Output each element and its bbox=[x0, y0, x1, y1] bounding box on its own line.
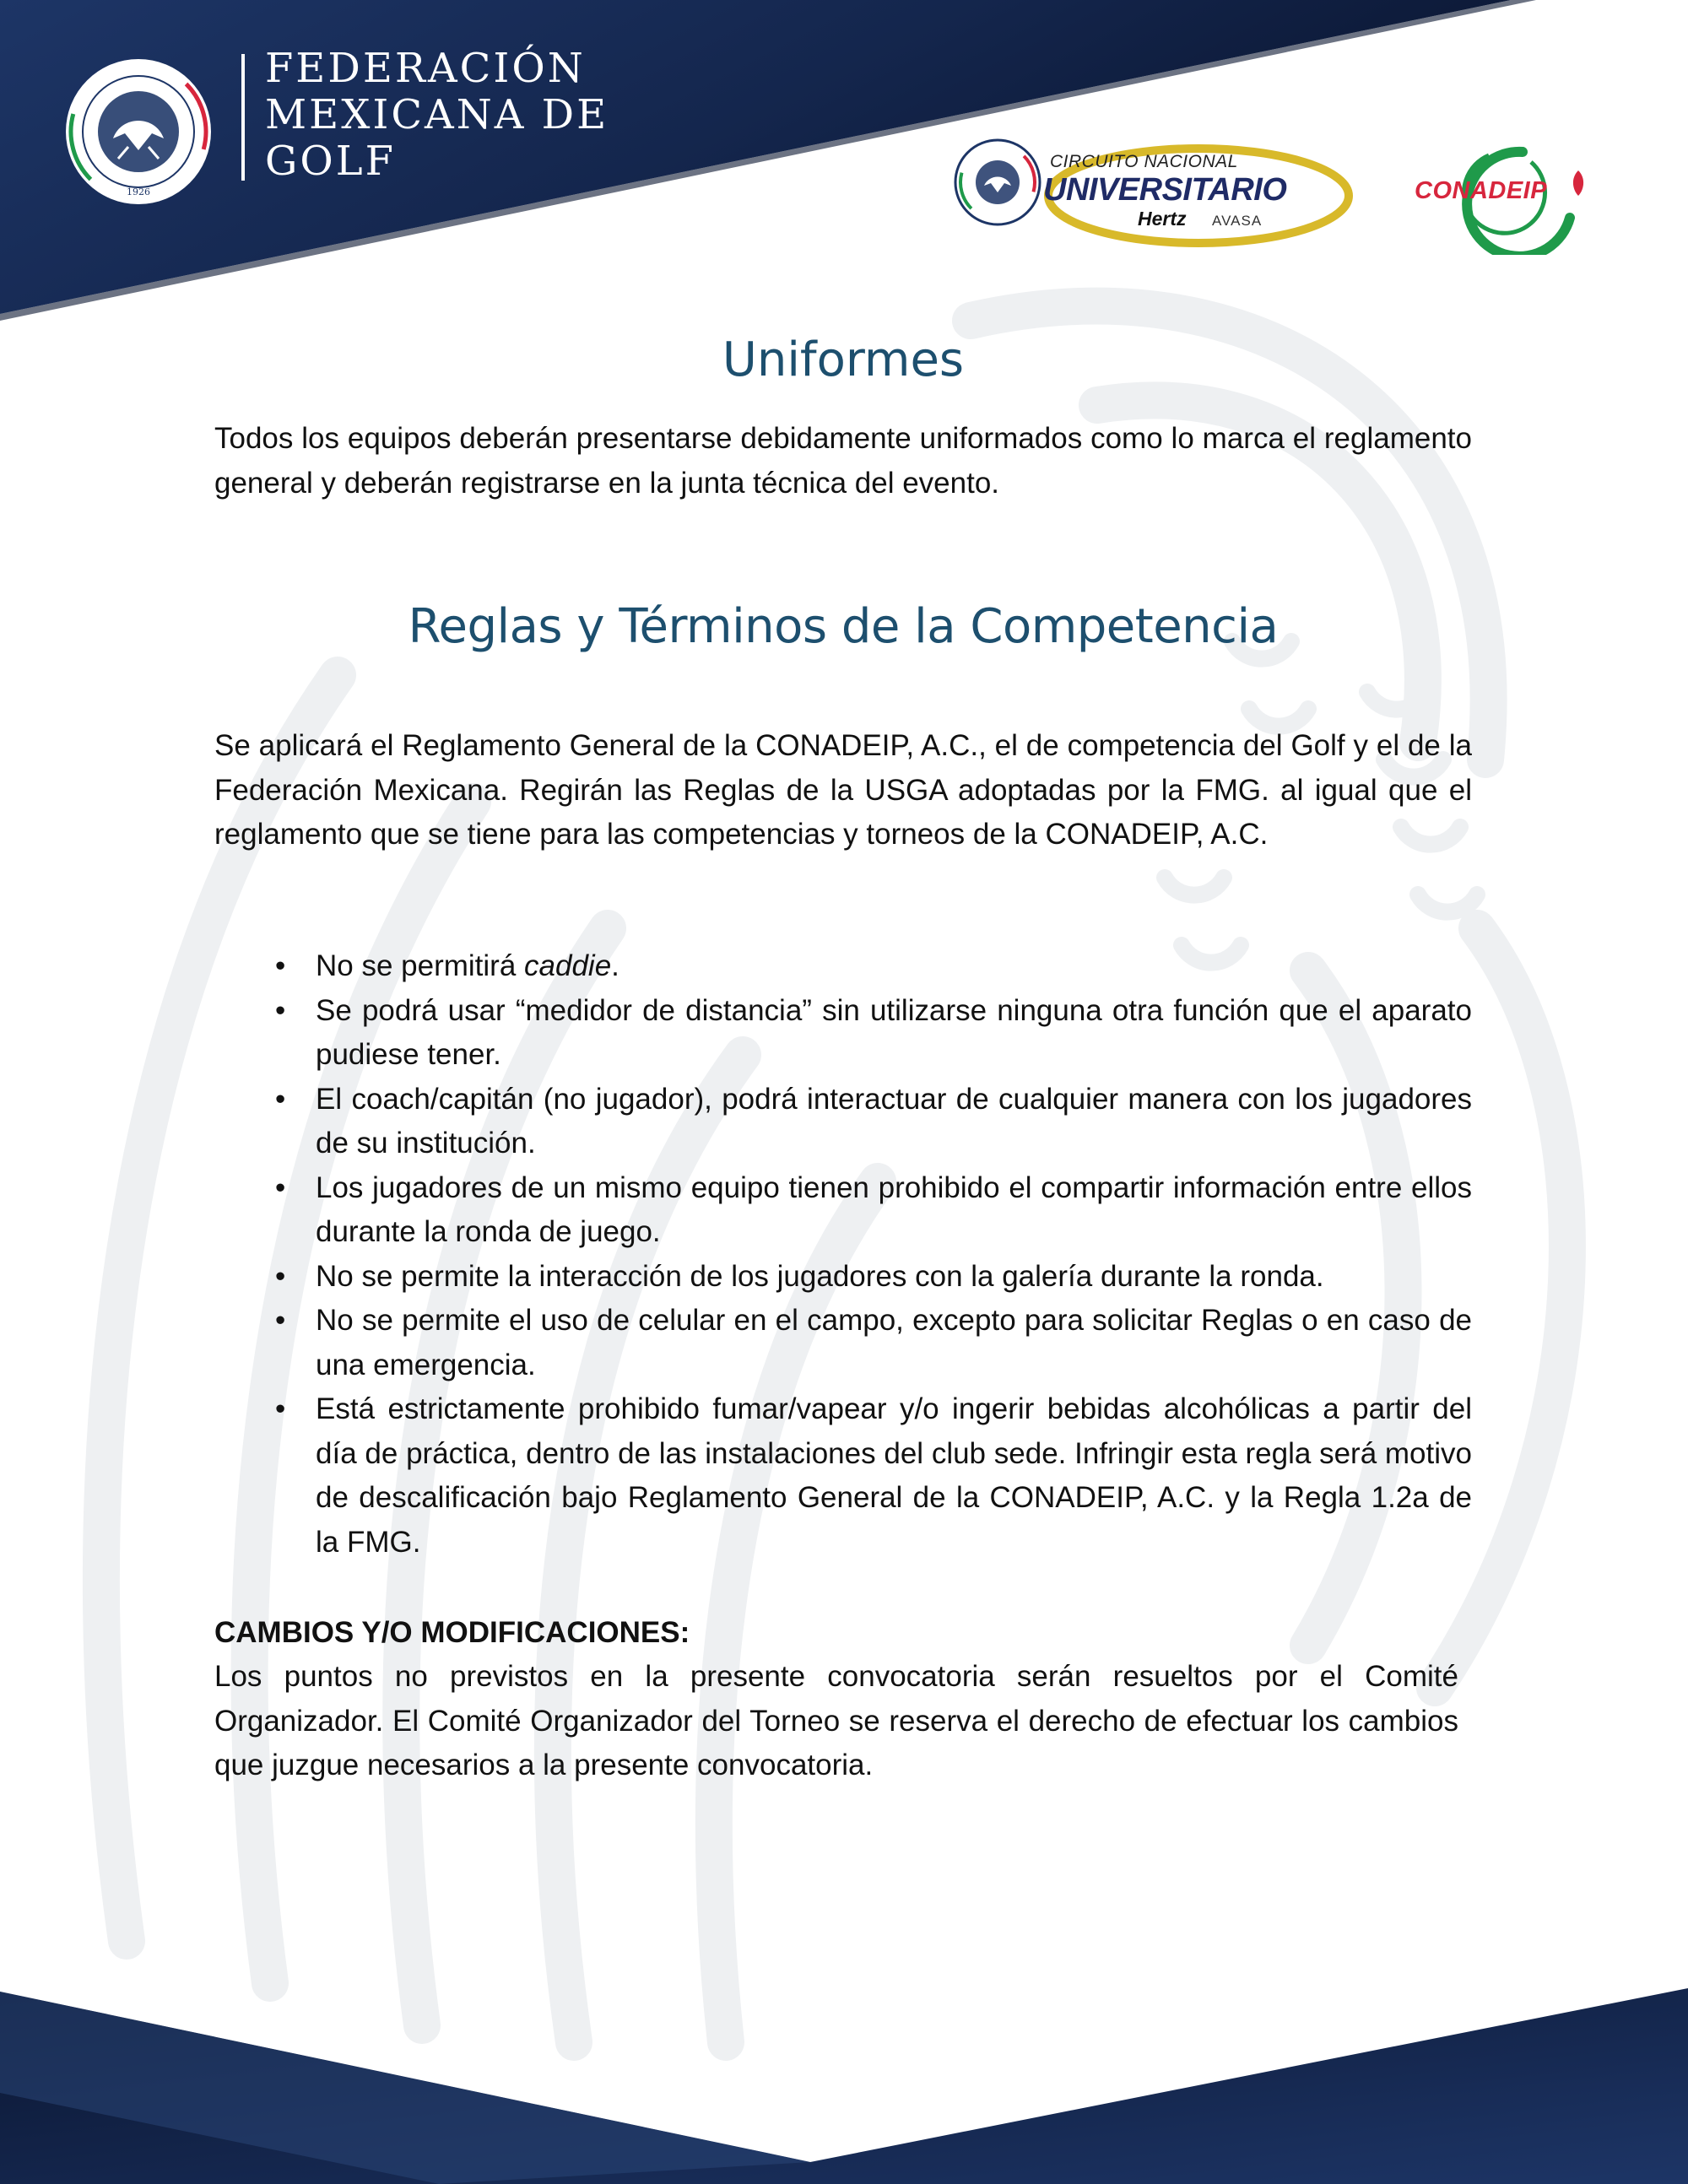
rule-item bbox=[214, 1299, 1472, 1387]
rule-text: No se permite el uso de celular en el campo, excepto para solicitar Reglas o en caso de una emergencia. bbox=[316, 1304, 1472, 1381]
bullet-icon: • bbox=[275, 993, 286, 1027]
avasa-sponsor-label: AVASA bbox=[1212, 213, 1263, 229]
uniformes-paragraph: Todos los equipos deberán presentarse debidamente uniformados como lo marca el reglamento general y deberán registrarse en la junta técnica del evento. bbox=[214, 422, 1472, 500]
rule-text: No se permite la interacción de los jugadores con la galería durante la ronda. bbox=[316, 1259, 1324, 1293]
rule-item bbox=[214, 1078, 1472, 1166]
rule-text: Los jugadores de un mismo equipo tienen prohibido el compartir información entre ellos durante la ronda de juego. bbox=[316, 1170, 1472, 1248]
rule-item bbox=[214, 989, 1472, 1078]
header-divider bbox=[241, 54, 245, 181]
hertz-sponsor-label: Hertz bbox=[1138, 208, 1187, 230]
bullet-icon: • bbox=[275, 1304, 286, 1337]
bullet-icon: • bbox=[275, 1392, 286, 1425]
bullet-icon: • bbox=[275, 1259, 286, 1293]
reglas-heading: Reglas y Términos de la Competencia bbox=[408, 599, 1279, 654]
federation-name-line-3: GOLF bbox=[265, 138, 396, 185]
reglas-intro-paragraph: Se aplicará el Reglamento General de la CONADEIP, A.C., el de competencia del Golf y el de la Federación Mexicana. Regirán las Reglas de la USGA adoptadas por la FMG. al igual que el reglamento que se tiene para las competencias y torneos de la CONADEIP, A.C. bbox=[214, 729, 1472, 851]
svg-text:1926: 1926 bbox=[127, 187, 150, 197]
rule-text: Se podrá usar “medidor de distancia” sin utilizarse ninguna otra función que el aparato pudiese tener. bbox=[316, 993, 1472, 1071]
universitario-label: UNIVERSITARIO bbox=[1043, 172, 1287, 208]
rule-item bbox=[214, 1387, 1472, 1565]
rules-list bbox=[214, 944, 1472, 1565]
bullet-icon: • bbox=[275, 1170, 286, 1204]
rule-text: El coach/capitán (no jugador), podrá interactuar de cualquier manera con los jugadores de su institución. bbox=[316, 1082, 1472, 1160]
federation-name bbox=[265, 46, 609, 185]
rule-text: Está estrictamente prohibido fumar/vapear y/o ingerir bebidas alcohólicas a partir del día de práctica, dentro de las instalaciones del club sede. Infringir esta regla será motivo de descalificación bajo Reglamento General de la CONADEIP, A.C. y la Regla 1.2a de la FMG. bbox=[316, 1392, 1472, 1559]
rule-text-emphasis: caddie bbox=[524, 949, 612, 982]
uniformes-heading: Uniformes bbox=[722, 332, 965, 387]
bullet-icon: • bbox=[275, 1082, 286, 1116]
rule-item bbox=[214, 944, 1472, 989]
federation-name-line-2: MEXICANA DE bbox=[265, 91, 609, 138]
rule-item bbox=[214, 1166, 1472, 1255]
rule-text-pre: No se permitirá bbox=[316, 949, 525, 982]
bullet-icon: • bbox=[275, 949, 286, 982]
rule-item bbox=[214, 1255, 1472, 1300]
federation-seal-logo bbox=[62, 56, 214, 208]
rule-text-post: . bbox=[611, 949, 619, 982]
circuito-nacional-label: CIRCUITO NACIONAL bbox=[1050, 152, 1238, 171]
cambios-heading: CAMBIOS Y/O MODIFICACIONES: bbox=[214, 1616, 690, 1649]
federation-name-line-1: FEDERACIÓN bbox=[265, 45, 586, 92]
conadeip-label: CONADEIP bbox=[1415, 177, 1548, 204]
cambios-paragraph: Los puntos no previstos en la presente convocatoria serán resueltos por el Comité Organizador. El Comité Organizador del Torneo se reserva el derecho de efectuar los cambios que juzgue necesarios a la presente convocatoria. bbox=[214, 1660, 1458, 1781]
